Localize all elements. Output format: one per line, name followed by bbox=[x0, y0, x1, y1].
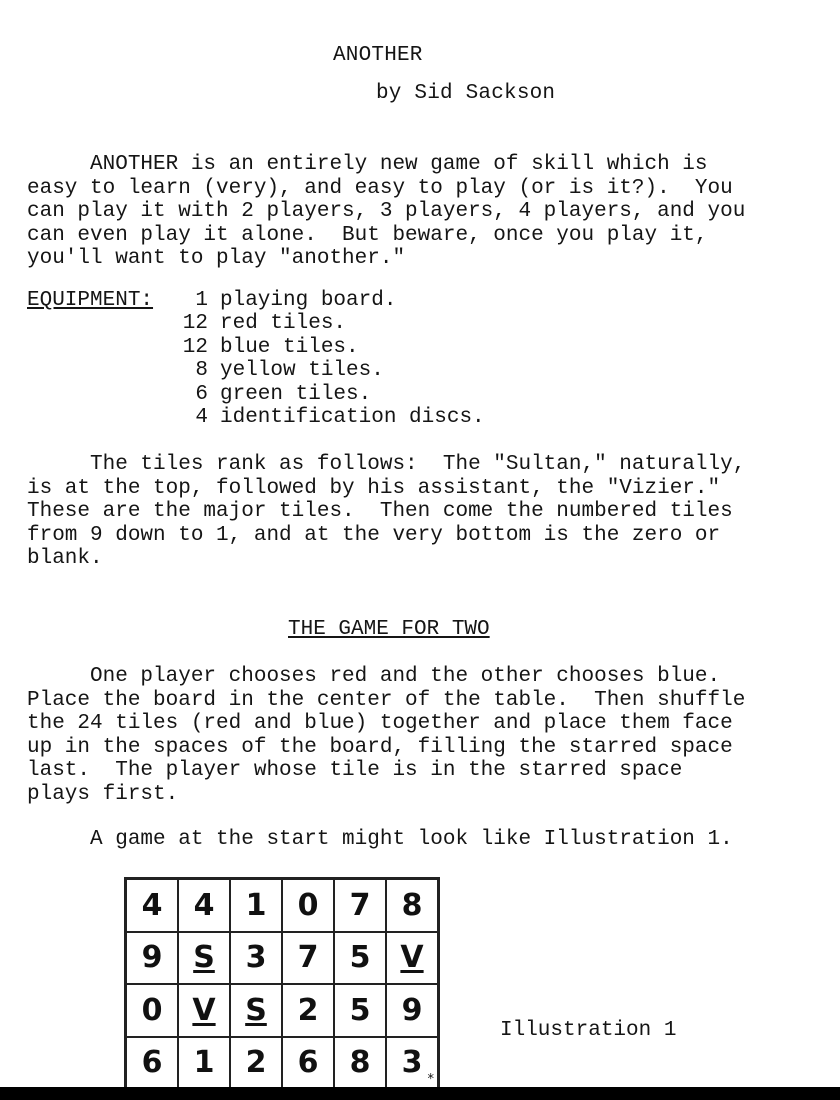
board-cell bbox=[178, 984, 230, 1037]
board-cell bbox=[282, 879, 334, 932]
tile-value: 5 bbox=[349, 992, 371, 1028]
tile-value: 9 bbox=[401, 992, 423, 1028]
board-cell bbox=[386, 984, 438, 1037]
section-heading: THE GAME FOR TWO bbox=[288, 618, 490, 641]
board-cell bbox=[334, 984, 386, 1037]
tile-value: 4 bbox=[141, 887, 163, 923]
board-cell bbox=[230, 1037, 282, 1090]
board-cell bbox=[334, 1037, 386, 1090]
equipment-item bbox=[178, 336, 485, 359]
tile-value: V bbox=[192, 992, 216, 1028]
setup-paragraph: One player chooses red and the other chooses blue. Place the board in the center of the table. Then shuffle the 24 tiles (red and blue) together and place them face up in the spaces of the board, filling the starred space last. The player whose tile is in the starred space plays first. bbox=[27, 665, 746, 806]
tile-value: V bbox=[400, 940, 424, 976]
board-cell bbox=[386, 932, 438, 985]
tile-value: 0 bbox=[297, 887, 319, 923]
tile-value: 3 bbox=[401, 1045, 423, 1081]
equipment-list bbox=[178, 289, 485, 429]
board-cell bbox=[282, 984, 334, 1037]
equipment-qty: 8 bbox=[195, 359, 208, 383]
equipment-text: yellow tiles. bbox=[220, 359, 384, 383]
equipment-text: green tiles. bbox=[220, 382, 372, 406]
board-cell bbox=[126, 932, 178, 985]
illustration-caption: Illustration 1 bbox=[500, 1019, 677, 1042]
intro-paragraph: ANOTHER is an entirely new game of skill which is easy to learn (very), and easy to play (or is it?). You can play it with 2 players, 3 players, 4 players, and you can even play it alone. But beware, once you play it, you'll want to play "another." bbox=[27, 153, 746, 270]
tile-value: 3 bbox=[245, 940, 267, 976]
board-cell bbox=[126, 879, 178, 932]
tile-value: 1 bbox=[245, 887, 267, 923]
equipment-qty: 12 bbox=[182, 335, 208, 359]
tile-value: 0 bbox=[141, 992, 163, 1028]
equipment-qty: 4 bbox=[195, 406, 208, 430]
scan-edge-bar bbox=[0, 1087, 840, 1100]
tile-value: 2 bbox=[297, 992, 319, 1028]
equipment-item bbox=[178, 383, 485, 406]
tile-value: 2 bbox=[245, 1045, 267, 1081]
equipment-qty: 12 bbox=[182, 312, 208, 336]
board-cell bbox=[230, 984, 282, 1037]
equipment-label: EQUIPMENT: bbox=[27, 289, 154, 312]
example-intro: A game at the start might look like Illustration 1. bbox=[27, 828, 733, 851]
tile-value: 8 bbox=[401, 887, 423, 923]
equipment-item bbox=[178, 312, 485, 335]
board-cell bbox=[178, 932, 230, 985]
tile-value: 4 bbox=[193, 887, 215, 923]
tile-value: 5 bbox=[349, 940, 371, 976]
author-byline: by Sid Sackson bbox=[376, 82, 556, 105]
board-cell bbox=[178, 879, 230, 932]
starred-space-icon: * bbox=[427, 1072, 434, 1087]
tile-value: 6 bbox=[297, 1045, 319, 1081]
equipment-item bbox=[178, 289, 485, 312]
document-title: ANOTHER bbox=[333, 44, 423, 67]
tile-value: 9 bbox=[141, 940, 163, 976]
board-cell bbox=[230, 932, 282, 985]
tile-value: 6 bbox=[141, 1045, 163, 1081]
tile-value: 7 bbox=[297, 940, 319, 976]
tile-value: 1 bbox=[193, 1045, 215, 1081]
equipment-item bbox=[178, 406, 485, 429]
equipment-text: playing board. bbox=[220, 289, 397, 312]
tile-value: S bbox=[193, 940, 215, 976]
equipment-text: blue tiles. bbox=[220, 335, 359, 359]
board-cell bbox=[334, 932, 386, 985]
board-cell bbox=[126, 1037, 178, 1090]
board-cell bbox=[386, 1037, 438, 1090]
tile-value: 7 bbox=[349, 887, 371, 923]
equipment-item bbox=[178, 359, 485, 382]
tile-value: 8 bbox=[349, 1045, 371, 1081]
board-cell bbox=[334, 879, 386, 932]
equipment-text: identification discs. bbox=[220, 406, 485, 430]
ranking-paragraph: The tiles rank as follows: The "Sultan," naturally, is at the top, followed by his assistant, the "Vizier." These are the major tiles. Then come the numbered tiles from 9 down to 1, and at the very bottom is the zero or blank. bbox=[27, 453, 746, 570]
board-cell bbox=[282, 932, 334, 985]
equipment-qty: 1 bbox=[195, 289, 208, 312]
equipment-qty: 6 bbox=[195, 382, 208, 406]
board-cell bbox=[282, 1037, 334, 1090]
tile-value: S bbox=[245, 992, 267, 1028]
board-cell bbox=[126, 984, 178, 1037]
game-board bbox=[124, 877, 440, 1091]
board-cell bbox=[386, 879, 438, 932]
board-cell bbox=[230, 879, 282, 932]
equipment-text: red tiles. bbox=[220, 312, 347, 336]
board-cell bbox=[178, 1037, 230, 1090]
